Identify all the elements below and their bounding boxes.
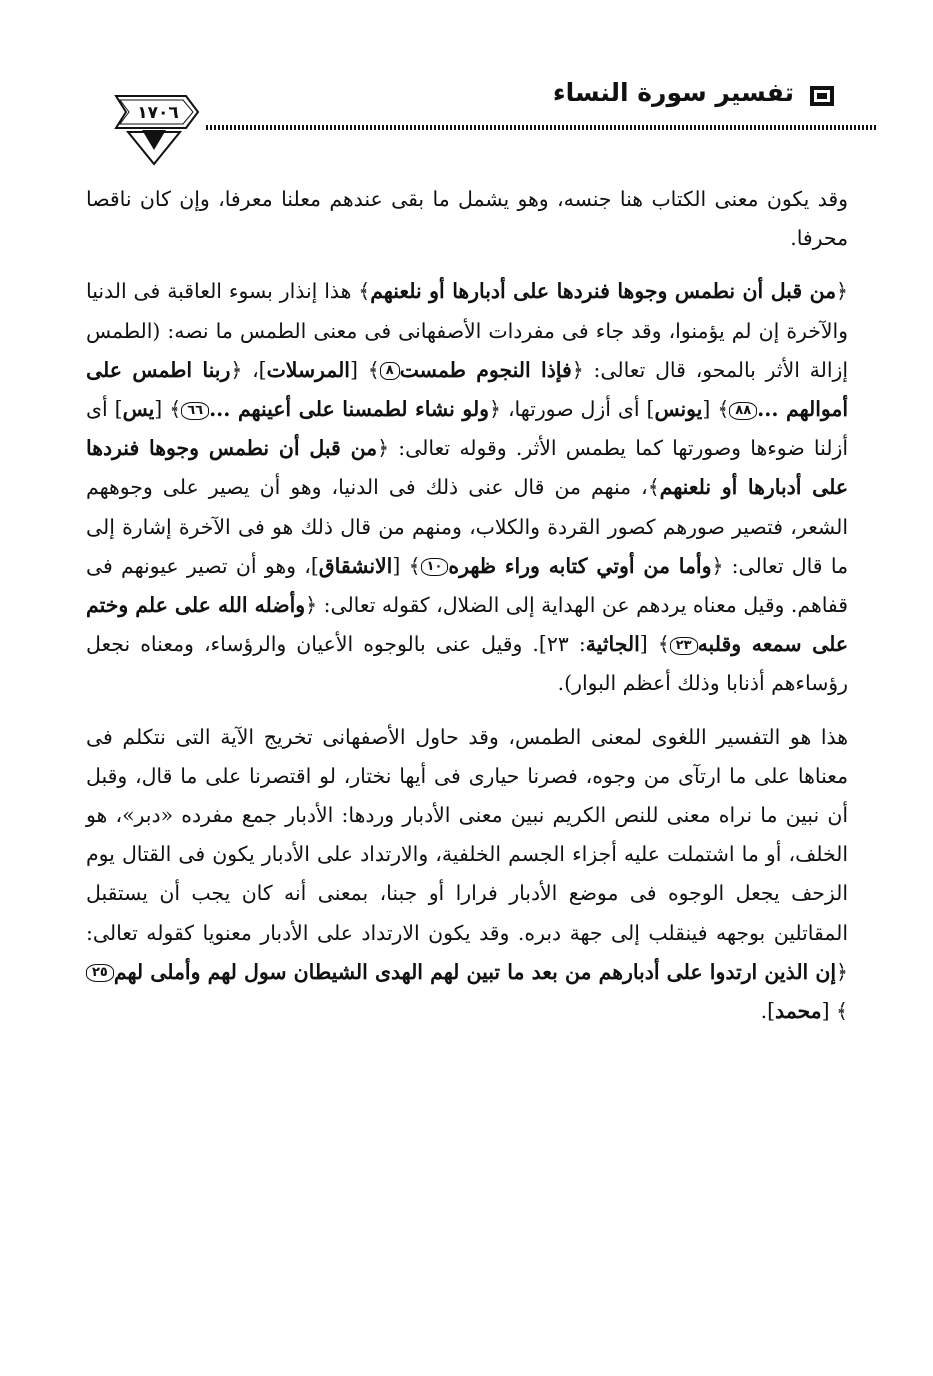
paragraph [86, 180, 848, 258]
page-body [86, 180, 848, 1031]
quran-verse: محمد [775, 999, 822, 1024]
text-run: [ [392, 553, 409, 578]
text-run: هذا إنذار بسوء العاقبة فى الدنيا والآخرة إن لم يؤمنوا، وقد جاء فى مفردات الأصفهانى فى معنى الطمس ما نصه: (الطمس إزالة الأثر بالمحو، قال تعالى: [86, 279, 848, 382]
text-run: [ [702, 397, 718, 422]
running-title: تفسير سورة النساء [552, 78, 794, 107]
text-run: [ [821, 999, 837, 1024]
verse-number: ٨ [380, 362, 400, 380]
verse-bracket: ﴾ [169, 397, 182, 422]
text-run: هذا هو التفسير اللغوى لمعنى الطمس، وقد حاول الأصفهانى تخريج الآية التى نتكلم فى معناها على ما ارتآى من وجوه، فصرنا حيارى فى أيها نختار، لو اقتصرنا على ما قال، وقبل أن نبين ما نراه معنى للنص الكريم نبين معنى الأدبار وردها: الأدبار جمع مفرده «دبر»، هو الخلف، أو ما اشتملت عليه أجزاء الجسم الخلفية، والارتداد على الأدبار يكون فى القتال يوم الزحف يجعل الوجوه فى موضع الأدبار فرارا أو جبنا، بمعنى أنه كان يجب أن يستقبل المقاتلين بوجهه فينقلب إلى جهة دبره. وقد يكون الارتداد على الأدبار معنويا كقوله تعالى: [86, 724, 848, 945]
verse-number: ٨٨ [729, 402, 757, 420]
text-run: ، منهم من قال عنى ذلك فى الدنيا، وهو أن يصير على وجوههم الشعر، فتصير صورهم كصور القردة والكلاب، ومنهم من قال ذلك هو فى الآخرة إشارة إلى ما قال تعالى: [86, 475, 848, 578]
verse-bracket: ﴾ [408, 553, 421, 578]
verse-bracket: ﴾ [358, 279, 371, 304]
verse-number: ٦٦ [181, 402, 209, 420]
quran-verse: من قبل أن نطمس وجوها فنردها على أدبارها أو نلعنهم [370, 279, 837, 304]
verse-bracket: ﴾ [836, 999, 848, 1024]
quran-verse: إن الذين ارتدوا على أدبارهم من بعد ما تبين لهم الهدى الشيطان سول لهم وأملى لهم [113, 959, 837, 984]
quran-verse: يس [122, 397, 155, 422]
verse-bracket: ﴿ [836, 959, 848, 984]
verse-bracket: ﴿ [711, 553, 724, 578]
paragraph [86, 272, 848, 703]
quran-verse: فإذا النجوم طمست [399, 357, 572, 382]
text-run: [ [639, 632, 658, 657]
page-number-badge [108, 88, 202, 168]
text-run: وقد يكون معنى الكتاب هنا جنسه، وهو يشمل ما بقى عندهم معلنا معرفا، وإن كان ناقصا محرفا. [86, 187, 848, 251]
quran-verse: وأما من أوتي كتابه وراء ظهره [448, 553, 712, 578]
verse-bracket: ﴿ [836, 279, 848, 304]
text-run: [ [349, 357, 368, 382]
quran-verse: من قبل أن نطمس وجوها فنردها على أدبارها أو نلعنهم [86, 436, 848, 500]
quran-verse: وأضله الله على علم وختم على سمعه وقلبه [86, 593, 849, 657]
verse-bracket: ﴾ [367, 357, 380, 382]
text-run: ]، [242, 357, 267, 382]
verse-bracket: ﴿ [571, 357, 584, 382]
verse-bracket: ﴾ [647, 475, 660, 500]
quran-verse: يونس [654, 397, 703, 422]
page-header [88, 60, 878, 170]
text-run: ]. [760, 999, 776, 1024]
text-run: ]، وهو أن تصير عيونهم فى قفاهم. وقيل معناه يردهم عن الهداية إلى الضلال، كقوله تعالى: [86, 553, 848, 618]
quran-verse: الجاثية [585, 632, 640, 657]
verse-number: ٢٣ [670, 637, 698, 655]
quran-verse: المرسلات [266, 357, 350, 382]
quran-verse: ربنا اطمس على أموالهم ... [86, 357, 849, 422]
text-run: : ٢٣]. وقيل عنى بالوجوه الأعيان والرؤساء، ومعناه نجعل رؤساءهم أذنابا وذلك أعظم البوار). [86, 632, 848, 696]
verse-bracket: ﴿ [377, 436, 390, 461]
text-run: [ [154, 397, 170, 422]
paragraph [86, 718, 848, 1032]
text-run: ] أى أزل صورتها، [500, 397, 655, 422]
verse-bracket: ﴾ [657, 632, 670, 657]
verse-bracket: ﴿ [305, 593, 318, 618]
verse-bracket: ﴾ [717, 397, 730, 422]
verse-number: ١٠ [421, 558, 449, 576]
text-run: ] أى أزلنا ضوءها وصورتها كما يطمس الأثر. وقوله تعالى: [86, 397, 848, 461]
verse-bracket: ﴿ [489, 397, 501, 422]
quran-verse: ولو نشاء لطمسنا على أعينهم ... [209, 397, 490, 422]
verse-bracket: ﴿ [230, 357, 243, 382]
quran-verse: الانشقاق [318, 553, 393, 578]
header-rule [206, 125, 878, 130]
ornament-icon [808, 82, 878, 110]
page-number: ١٧٠٦ [137, 103, 179, 123]
verse-number: ٢٥ [86, 964, 114, 982]
